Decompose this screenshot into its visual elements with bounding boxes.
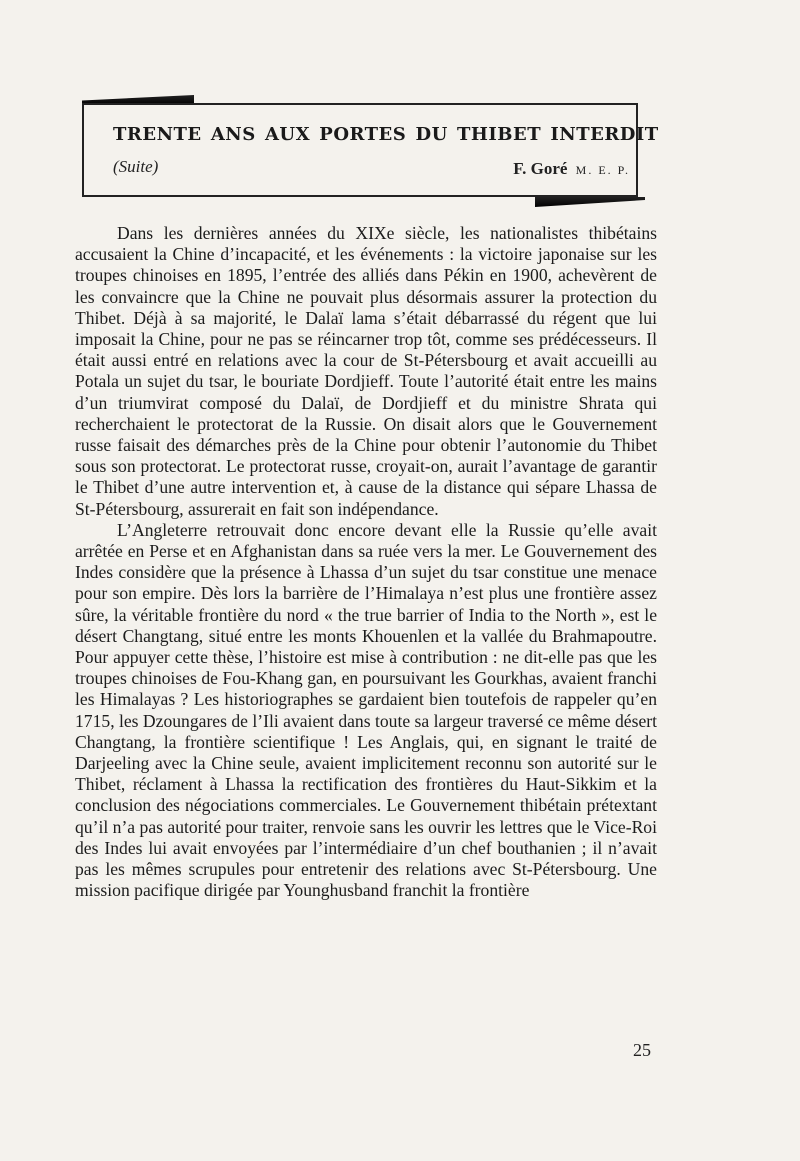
paragraph-1: Dans les dernières années du XIXe siècle, les nationalistes thibétains accusaient la Chine d’incapacité, et les événements : la victoire japonaise sur les troupes chinoises en 1895, l’entrée des alliés dans Pékin en 1900, achevèrent de les convaincre que la Chine ne pouvait plus désormais assurer la protection du Thibet. Déjà à sa majorité, le Dalaï lama s’était débarrassé du régent que lui imposait la Chine, pour ne pas se réincarner trop tôt, comme ses prédécesseurs. Il était aussi entré en relations avec la cour de St-Pétersbourg et avait accueilli au Potala un sujet du tsar, le bouriate Dordjieff. Toute l’autorité était entre les mains d’un triumvirat composé du Dalaï, de Dordjieff et du ministre Shrata qui recherchaient le protectorat de la Russie. On disait alors que le Gouvernement russe faisait des démarches près de la Chine pour obtenir l’autonomie du Thibet sous son protectorat. Le protectorat russe, croyait-on, aurait l’avantage de garantir le Thibet d’une autre intervention et, à cause de la distance qui sépare Lhassa de St-Pétersbourg, assurerait en fait son indépendance.: [75, 223, 657, 519]
header-rule-bottom: [535, 197, 645, 207]
article-author: [513, 159, 630, 179]
author-name: F. Goré: [513, 159, 568, 178]
paragraph-2: L’Angleterre retrouvait donc encore devant elle la Russie qu’elle avait arrêtée en Perse et en Afghanistan dans sa ruée vers la mer. Le Gouvernement des Indes considère que la présence à Lhassa d’un sujet du tsar constitue une menace pour son empire. Dès lors la barrière de l’Himalaya n’est plus une frontière assez sûre, la véritable frontière du nord « the true barrier of India to the North », est le désert Changtang, situé entre les monts Khouenlen et la vallée du Brahmapoutre. Pour appuyer cette thèse, l’histoire est mise à contribution : ne dit-elle pas que les troupes chinoises de Fou-Khang gan, en poursuivant les Gourkhas, avaient franchi les Himalayas ? Les historiographes se gardaient bien toutefois de rappeler qu’en 1715, les Dzoungares de l’Ili avaient dans toute sa largeur traversé ce même désert Changtang, la frontière scientifique ! Les Anglais, qui, en signant le traité de Darjeeling avec la Chine seule, avaient implicitement reconnu son autorité sur le Thibet, réclament à Lhassa la rectification des frontières du Haut-Sikkim et la conclusion des négociations commerciales. Le Gouvernement thibétain prétextant qu’il n’a pas autorité pour traiter, renvoie sans les ouvrir les lettres que le Vice-Roi des Indes lui avait envoyées par l’intermédiaire d’un chef bouthanien ; il n’avait pas les mêmes scrupules pour entretenir des relations avec St-Pétersbourg. Une mission pacifique dirigée par Younghusband franchit la frontière: [75, 519, 657, 901]
author-affiliation: M. E. P.: [575, 163, 630, 177]
article-title: trente ans aux portes du thibet interdit: [113, 117, 659, 146]
article-subtitle: (Suite): [113, 157, 159, 176]
article-body: [75, 223, 657, 902]
page-number: 25: [633, 1040, 651, 1060]
header-rule-line: [82, 195, 638, 197]
